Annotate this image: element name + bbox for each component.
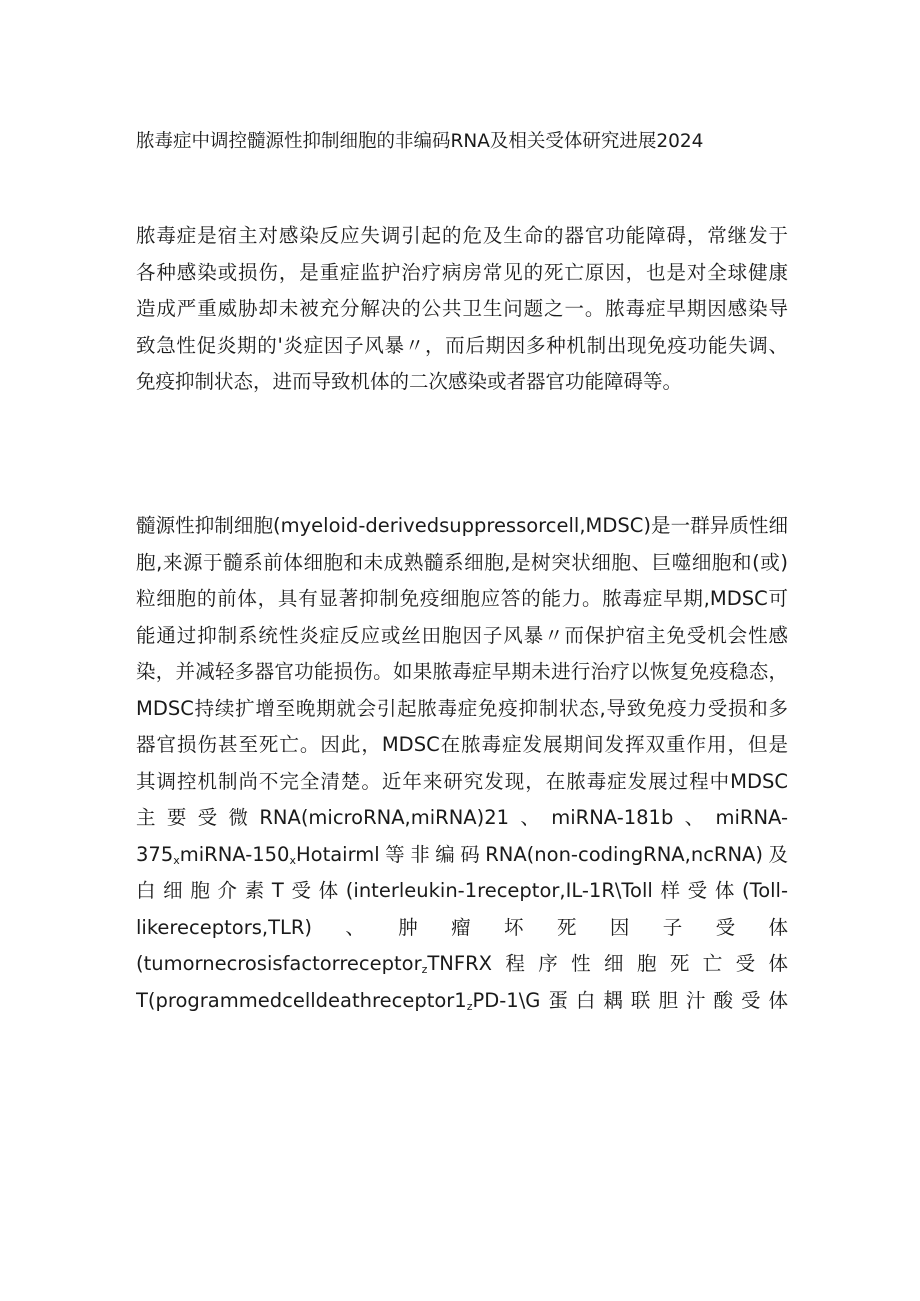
text-line: 髓源性抑制细胞(myeloid-derivedsuppressorcell,MDSC)是一群异质性细 bbox=[136, 514, 788, 537]
text-line: 各种感染或损伤，是重症监护治疗病房常见的死亡原因，也是对全球健康 bbox=[136, 260, 788, 284]
text-segment: PD-1\G蛋白耦联胆汁酸受体 bbox=[472, 988, 788, 1012]
document-title: 脓毒症中调控髓源性抑制细胞的非编码RNA及相关受体研究进展2024 bbox=[136, 131, 704, 152]
text-line: 脓毒症是宿主对感染反应失调引起的危及生命的器官功能障碍，常继发于 bbox=[136, 224, 788, 247]
text-segment: Hotairml等非编码RNA(non-codingRNA,ncRNA)及 bbox=[295, 842, 788, 866]
text-line: 粒细胞的前体，具有显著抑制免疫细胞应答的能力。脓毒症早期,MDSC可 bbox=[136, 587, 788, 610]
text-segment: (tumornecrosisfactorreceptor bbox=[136, 952, 422, 975]
text-line-with-subscript bbox=[136, 946, 788, 983]
text-segment: miRNA-150 bbox=[179, 842, 290, 866]
subscript: x bbox=[173, 853, 180, 867]
text-line: 其调控机制尚不完全清楚。近年来研究发现，在脓毒症发展过程中MDSC bbox=[136, 769, 788, 793]
text-line-with-subscript bbox=[136, 983, 788, 1020]
text-segment: T(programmedcelldeathreceptor1 bbox=[136, 988, 467, 1012]
text-line: 白细胞介素T受体(interleukin-1receptor,IL-1R\Toll样受体(Toll- bbox=[136, 879, 788, 902]
text-segment: TNFRX程序性细胞死亡受体 bbox=[427, 952, 788, 975]
text-segment: 375 bbox=[136, 842, 174, 866]
text-line: 胞,来源于髓系前体细胞和未成熟髓系细胞,是树突状细胞、巨噬细胞和(或) bbox=[136, 550, 788, 574]
text-line: 造成严重威胁却未被充分解决的公共卫生问题之一。脓毒症早期因感染导 bbox=[136, 297, 788, 320]
text-line: 能通过抑制系统性炎症反应或丝田胞因子风暴〃而保护宿主免受机会性感 bbox=[136, 623, 788, 647]
text-line: 器官损伤甚至死亡。因此，MDSC在脓毒症发展期间发挥双重作用，但是 bbox=[136, 733, 788, 756]
text-line: 致急性促炎期的'炎症因子风暴〃，而后期因多种机制出现免疫功能失调、 bbox=[136, 333, 788, 357]
subscript: z bbox=[421, 963, 428, 976]
text-line: 主要受微RNA(microRNA,miRNA)21、miRNA-181b、miRNA- bbox=[136, 806, 788, 829]
text-line: likereceptors,TLR)、肿瘤坏死因子受体 bbox=[136, 915, 788, 939]
paragraph-mdsc bbox=[136, 508, 788, 1019]
paragraph-sepsis-intro bbox=[136, 218, 788, 401]
text-line: 免疫抑制状态，进而导致机体的二次感染或者器官功能障碍等。 bbox=[136, 370, 683, 393]
text-line-with-subscripts bbox=[136, 837, 788, 874]
subscript: x bbox=[289, 853, 296, 867]
text-line: MDSC持续扩增至晚期就会引起脓毒症免疫抑制状态,导致免疫力受损和多 bbox=[136, 696, 788, 720]
subscript: z bbox=[466, 999, 473, 1013]
text-line: 染，并减轻多器官功能损伤。如果脓毒症早期未进行治疗以恢复免疫稳态， bbox=[136, 660, 788, 683]
